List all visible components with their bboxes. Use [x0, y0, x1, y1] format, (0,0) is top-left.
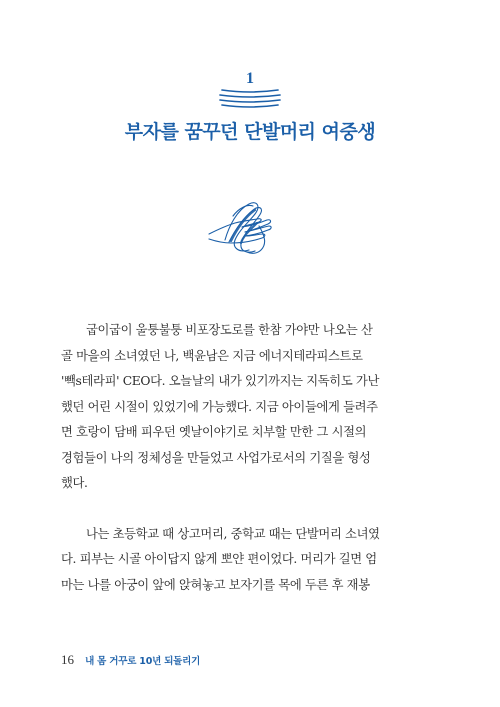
paragraph-1-line: 골 마을의 소녀였던 나, 백윤남은 지금 에너지테라피스트로	[61, 348, 363, 363]
page-footer	[61, 649, 200, 668]
page-number: 16	[61, 652, 74, 667]
paragraph-1-line: 면 호랑이 담배 피우던 옛날이야기로 치부할 만한 그 시절의	[61, 425, 367, 439]
paragraph-1-line: 경험들이 나의 정체성을 만들었고 사업가로서의 기질을 형성	[61, 450, 371, 465]
paragraph-gap	[61, 497, 443, 522]
chapter-title: 부자를 꿈꾸던 단발머리 여중생	[124, 121, 376, 143]
paragraph-1-line: '빽s테라피' CEO다. 오늘날의 내가 있기까지는 지독히도 가난	[61, 374, 379, 388]
paragraph-1-line: 했다.	[61, 476, 88, 490]
paragraph-1-line: 굽이굽이 울퉁불퉁 비포장도로를 한참 가야만 나오는 산	[86, 323, 373, 337]
hand-with-ribbon-illustration	[195, 196, 305, 258]
chapter-number: 1	[246, 70, 254, 87]
running-book-title: 내 몸 거꾸로 10년 되돌리기	[85, 656, 201, 667]
paragraph-1-line: 했던 어린 시절이 있었기에 가능했다. 지금 아이들에게 들려주	[61, 399, 378, 414]
paragraph-2-line: 마는 나를 아궁이 앞에 앉혀놓고 보자기를 목에 두른 후 재봉	[61, 577, 370, 592]
paragraph-2-line: 다. 피부는 시골 아이답지 않게 뽀얀 편이었다. 머리가 길면 엄	[61, 552, 377, 566]
paragraph-2-line: 나는 초등학교 때 상고머리, 중학교 때는 단발머리 소녀였	[86, 526, 380, 541]
body-text	[61, 318, 443, 598]
chapter-mark	[212, 66, 288, 110]
